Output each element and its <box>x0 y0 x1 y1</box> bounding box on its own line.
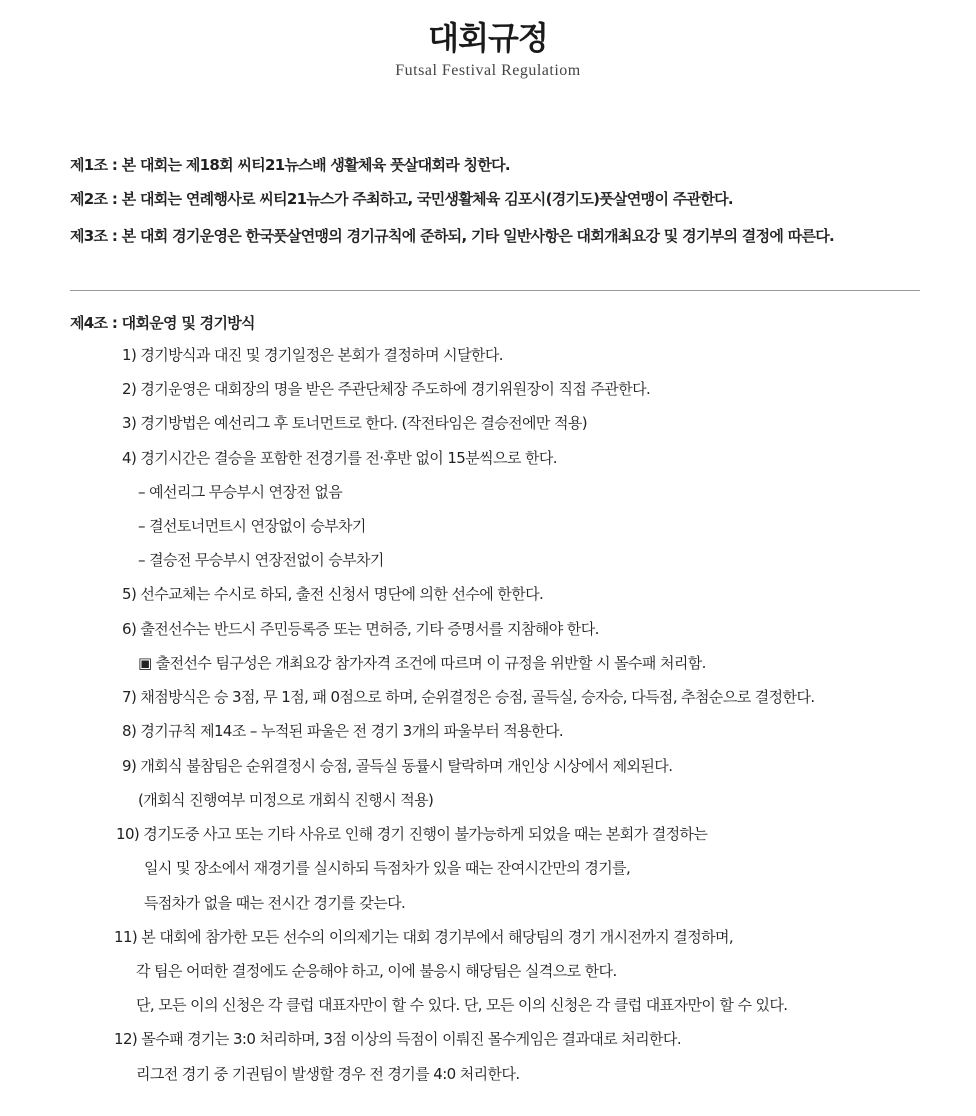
list-item: 4) 경기시간은 결승을 포함한 전경기를 전·후반 없이 15분씩으로 한다. <box>122 449 557 467</box>
list-item-continuation: 리그전 경기 중 기권팀이 발생할 경우 전 경기를 4:0 처리한다. <box>136 1065 520 1083</box>
page-title: 대회규정 <box>428 19 548 57</box>
list-subitem: – 결선토너먼트시 연장없이 승부차기 <box>138 517 366 535</box>
page-subtitle: Futsal Festival Regulatiom <box>395 62 581 79</box>
list-item-continuation: (개회식 진행여부 미정으로 개회식 진행시 적용) <box>138 791 434 809</box>
list-subitem: – 결승전 무승부시 연장전없이 승부차기 <box>138 551 384 569</box>
list-item: 12) 몰수패 경기는 3:0 처리하며, 3점 이상의 득점이 이뤄진 몰수게임은 결과대로 처리한다. <box>114 1030 681 1048</box>
list-item: 10) 경기도중 사고 또는 기타 사유로 인해 경기 진행이 불가능하게 되었을 때는 본회가 결정하는 <box>116 825 708 843</box>
list-item: 3) 경기방법은 예선리그 후 토너먼트로 한다. (작전타임은 결승전에만 적용) <box>122 414 588 432</box>
list-item: 1) 경기방식과 대진 및 경기일정은 본회가 결정하며 시달한다. <box>122 346 503 364</box>
list-item-continuation: 일시 및 장소에서 재경기를 실시하되 득점차가 있을 때는 잔여시간만의 경기를, <box>144 859 631 877</box>
list-subitem: – 예선리그 무승부시 연장전 없음 <box>138 483 343 501</box>
article-3: 제3조 : 본 대회 경기운영은 한국풋살연맹의 경기규칙에 준하되, 기타 일반사항은 대회개최요강 및 경기부의 결정에 따른다. <box>70 227 835 245</box>
list-item: 5) 선수교체는 수시로 하되, 출전 신청서 명단에 의한 선수에 한한다. <box>122 585 544 603</box>
article-1: 제1조 : 본 대회는 제18회 씨티21뉴스배 생활체육 풋살대회라 칭한다. <box>70 156 510 174</box>
list-item-continuation: 단, 모든 이의 신청은 각 클럽 대표자만이 할 수 있다. 단, 모든 이의 신청은 각 클럽 대표자만이 할 수 있다. <box>136 996 788 1014</box>
article-4-heading: 제4조 : 대회운영 및 경기방식 <box>70 314 255 332</box>
section-divider <box>70 290 920 291</box>
note-item: ▣ 출전선수 팀구성은 개최요강 참가자격 조건에 따르며 이 규정을 위반할 시 몰수패 처리함. <box>138 654 706 672</box>
list-item: 9) 개회식 불참팀은 순위결정시 승점, 골득실 동률시 탈락하며 개인상 시상에서 제외된다. <box>122 757 673 775</box>
list-item: 6) 출전선수는 반드시 주민등록증 또는 면허증, 기타 증명서를 지참해야 한다. <box>122 620 599 638</box>
list-item: 11) 본 대회에 참가한 모든 선수의 이의제기는 대회 경기부에서 해당팀의 경기 개시전까지 결정하며, <box>114 928 734 946</box>
list-item-continuation: 득점차가 없을 때는 전시간 경기를 갖는다. <box>144 894 406 912</box>
list-item: 2) 경기운영은 대회장의 명을 받은 주관단체장 주도하에 경기위원장이 직접 주관한다. <box>122 380 651 398</box>
list-item: 8) 경기규칙 제14조 – 누적된 파울은 전 경기 3개의 파울부터 적용한다. <box>122 722 564 740</box>
list-item-continuation: 각 팀은 어떠한 결정에도 순응해야 하고, 이에 불응시 해당팀은 실격으로 한다. <box>136 962 617 980</box>
article-2: 제2조 : 본 대회는 연례행사로 씨티21뉴스가 주최하고, 국민생활체육 김포시(경기도)풋살연맹이 주관한다. <box>70 190 733 208</box>
list-item: 7) 채점방식은 승 3점, 무 1점, 패 0점으로 하며, 순위결정은 승점, 골득실, 승자승, 다득점, 추첨순으로 결정한다. <box>122 688 815 706</box>
